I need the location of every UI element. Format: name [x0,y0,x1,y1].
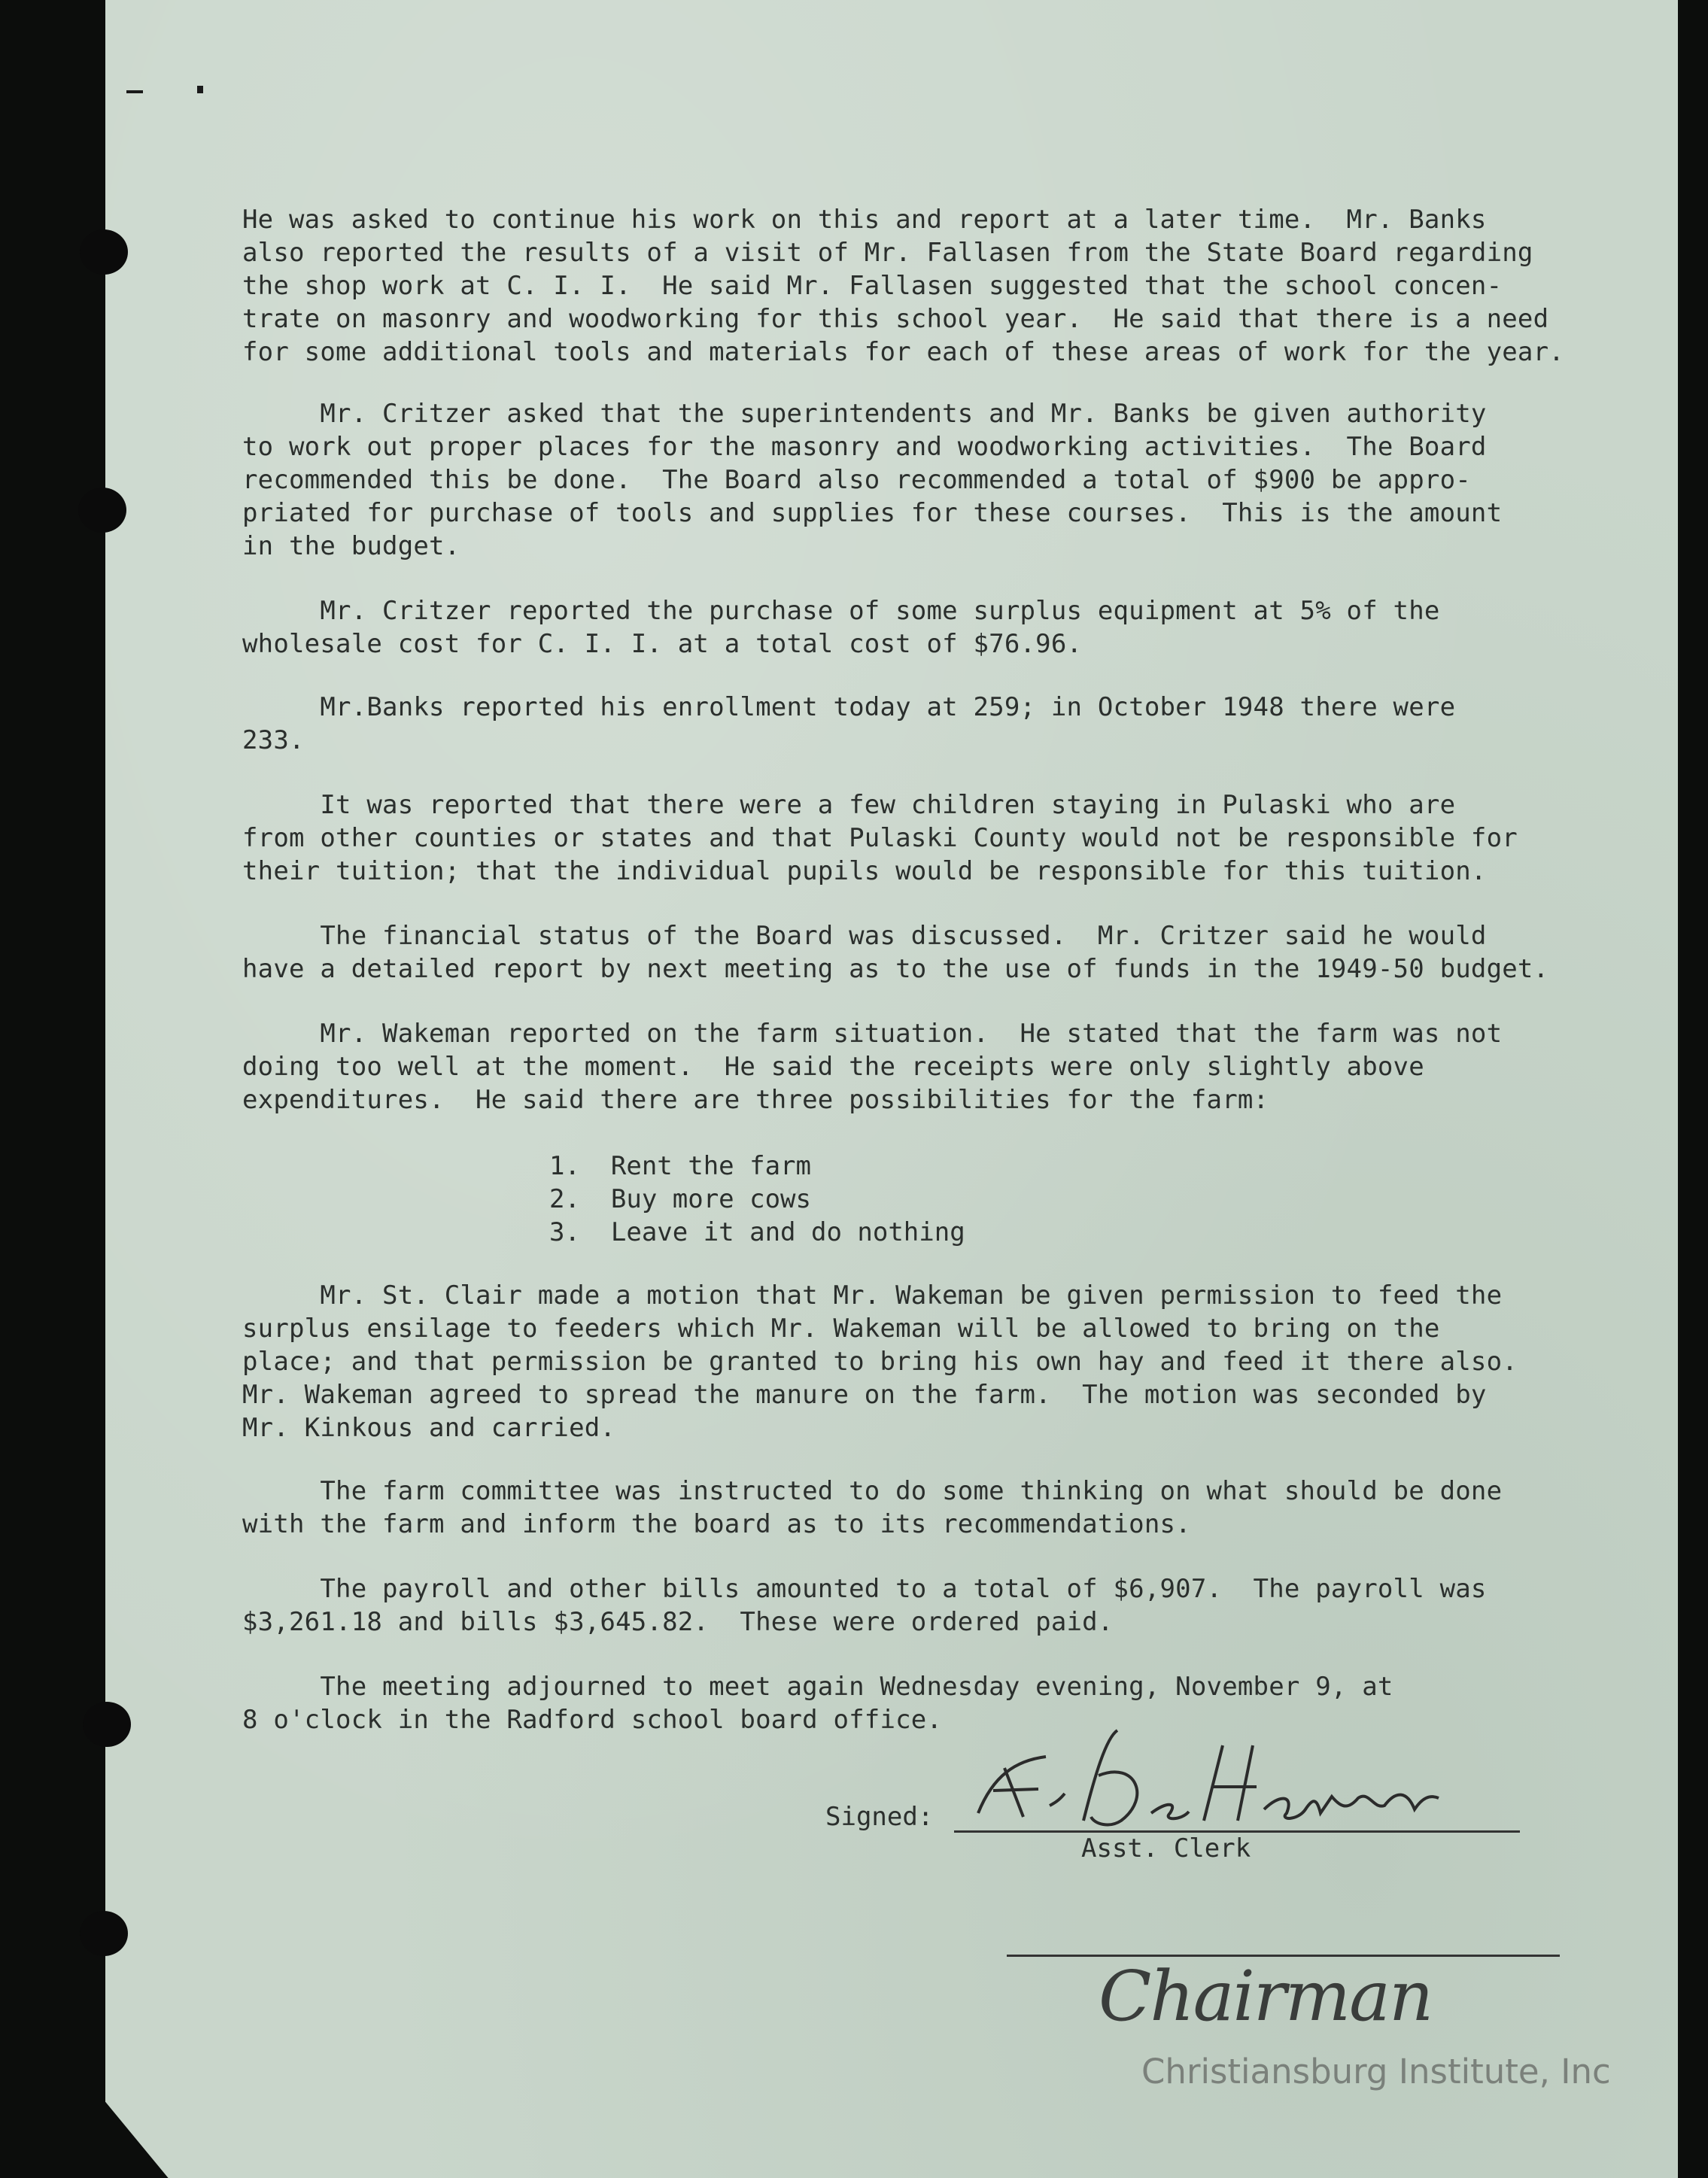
clerk-signature [963,1715,1445,1843]
paragraph-shop-work: He was asked to continue his work on this and report at a later time. Mr. Banks also reported the results of a visit of Mr. Fallasen from the State Board regarding the shop work at C. I. I. He said Mr. Fallasen suggested that the school concen- trate on masonry and woodworking for this school year. He said that there is a need for some additional tools and materials for each of these areas of work for the year. [242,205,1564,367]
watermark: Christiansburg Institute, Inc [1141,2052,1611,2091]
paragraph-ensilage-motion: Mr. St. Clair made a motion that Mr. Wakeman be given permission to feed the surplus ensilage to feeders which Mr. Wakeman will be allowed to bring on the place; and that permission be granted to bring his own hay and feed it there also. Mr. Wakeman agreed to spread the manure on the farm. The motion was seconded by Mr. Kinkous and carried. [242,1280,1518,1443]
paragraph-farm-committee: The farm committee was instructed to do some thinking on what should be done with the farm and inform the board as to its recommendations. [242,1476,1503,1539]
punch-hole [78,488,126,533]
punch-hole [83,1702,131,1747]
punch-hole [80,1911,128,1956]
paper-mark [126,90,143,93]
paragraph-farm-situation: Mr. Wakeman reported on the farm situation. He stated that the farm was not doing too well at the moment. He said the receipts were only slightly above expenditures. He said there are three possibilities for the farm: [242,1019,1503,1115]
paragraph-payroll: The payroll and other bills amounted to a total of $6,907. The payroll was $3,261.18 and bills $3,645.82. These were ordered paid. [242,1574,1487,1637]
paper-mark [197,86,203,93]
signed-label: Signed: [825,1802,934,1832]
chairman-signature: Chairman [1099,1956,1433,2037]
clerk-signature-line [954,1830,1520,1833]
paragraph-enrollment: Mr.Banks reported his enrollment today at 259; in October 1948 there were 233. [242,692,1456,755]
clerk-title: Asst. Clerk [1081,1833,1251,1864]
paragraph-adjournment: The meeting adjourned to meet again Wednesday evening, November 9, at 8 o'clock in the Radford school board office. [242,1672,1393,1735]
farm-options-list: 1. Rent the farm 2. Buy more cows 3. Leave it and do nothing [549,1151,965,1247]
paragraph-tuition: It was reported that there were a few children staying in Pulaski who are from other counties or states and that Pulaski County would not be responsible for their tuition; that the individual pupils would be responsible for this tuition. [242,790,1518,886]
punch-hole [80,229,128,275]
paragraph-surplus-equipment: Mr. Critzer reported the purchase of some surplus equipment at 5% of the wholesale cost for C. I. I. at a total cost of $76.96. [242,596,1440,659]
paragraph-masonry-appropriation: Mr. Critzer asked that the superintendents and Mr. Banks be given authority to work out proper places for the masonry and woodworking activities. The Board recommended this be done. The Board also recommended a total of $900 be appro- priated for purchase of tools and supplies for these courses. This is the amount in the budget. [242,399,1503,561]
paragraph-financial-status: The financial status of the Board was discussed. Mr. Critzer said he would have a detailed report by next meeting as to the use of funds in the 1949-50 budget. [242,921,1549,984]
